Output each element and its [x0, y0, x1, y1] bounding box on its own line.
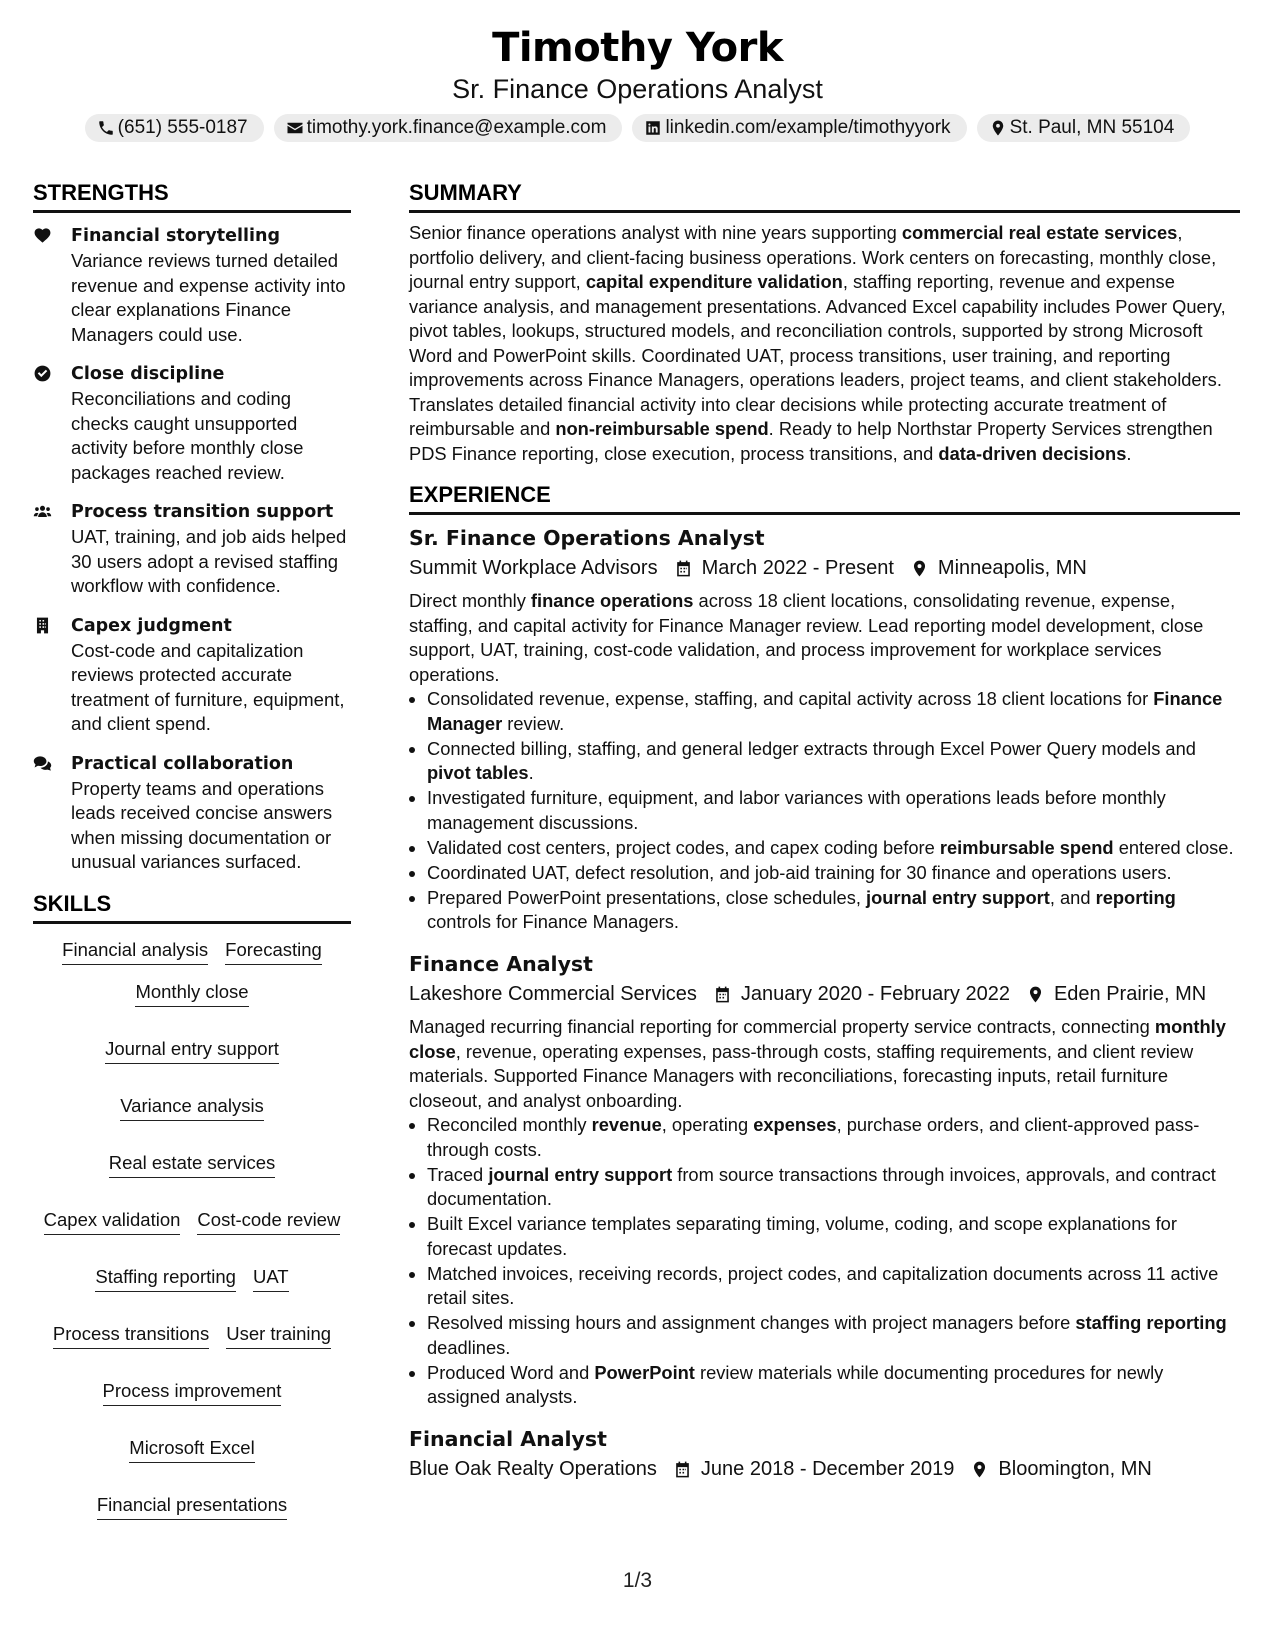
calendar-icon: [673, 1460, 692, 1479]
job-dates: January 2020 - February 2022: [740, 983, 1010, 1005]
skills-list: [33, 938, 351, 1520]
bullet-item: • Coordinated UAT, defect resolution, and job-aid training for 30 finance and operations users.: [427, 861, 1240, 886]
right-column: [409, 178, 1240, 1484]
job-entry: [409, 523, 1240, 935]
job-description: Managed recurring financial reporting for commercial property service contracts, connecting monthly close, revenue, operating expenses, pass-through costs, staffing requirements, and client review materials. Supported Finance Managers with reconciliations, forecasting inputs, retail furniture closeout, and analyst onboarding.: [409, 1016, 1226, 1111]
job-title: Financial Analyst: [409, 1427, 607, 1451]
check-circle-icon: [33, 364, 52, 383]
strength-desc: Variance reviews turned detailed revenue and expense activity into clear explanations Finance Managers could use.: [71, 250, 346, 345]
strength-item: [33, 499, 351, 599]
envelope-icon: [286, 119, 304, 137]
job-title: Sr. Finance Operations Analyst: [409, 526, 765, 550]
strength-title: Process transition support: [71, 502, 334, 522]
strength-title: Capex judgment: [71, 615, 232, 636]
page-number: 1/3: [622, 1569, 653, 1592]
strength-title: Practical collaboration: [71, 753, 294, 774]
bullet-item: • Reconciled monthly revenue, operating expenses, purchase orders, and client-approved pass-through costs.: [427, 1113, 1240, 1163]
bullet-item: • Connected billing, staffing, and general ledger extracts through Excel Power Query models and pivot tables.: [427, 737, 1240, 787]
contact-bar: [0, 114, 1275, 142]
bullet-item: • Investigated furniture, equipment, and labor variances with operations leads before monthly management discussions.: [427, 786, 1240, 836]
heart-icon: [33, 226, 52, 245]
job-description: Direct monthly finance operations across 18 client locations, consolidating revenue, expense, staffing, and capital activity for Finance Manager review. Lead reporting model development, close support, UAT, training, cost-code validation, and process improvement for workplace services operations.: [409, 590, 1204, 685]
location-pin-icon: [910, 559, 929, 578]
job-dates: March 2022 - Present: [701, 557, 894, 579]
job-company: Blue Oak Realty Operations: [409, 1458, 657, 1480]
strengths-heading: STRENGTHS: [33, 178, 351, 213]
skill-tag: Monthly close: [135, 980, 248, 1007]
job-entry: [409, 949, 1240, 1410]
job-entry: [409, 1424, 1240, 1484]
phone-icon: [97, 119, 115, 137]
job-dates: June 2018 - December 2019: [700, 1458, 955, 1480]
job-location: Minneapolis, MN: [937, 557, 1087, 579]
skill-tag: User training: [226, 1322, 331, 1349]
contact-location: [977, 114, 1191, 142]
job-company: Lakeshore Commercial Services: [409, 983, 697, 1005]
strength-desc: UAT, training, and job aids helped 30 users adopt a revised staffing workflow with confidence.: [71, 526, 347, 596]
strength-item: [33, 751, 351, 875]
summary-heading: SUMMARY: [409, 178, 1240, 213]
calendar-icon: [713, 985, 732, 1004]
strength-item: [33, 361, 351, 485]
summary-text: Senior finance operations analyst with nine years supporting commercial real estate services, portfolio delivery, and client-facing business operations. Work centers on forecasting, monthly close, journal entry support, capital expenditure validation, staffing reporting, revenue and expense variance analysis, and management presentations. Advanced Excel capability includes Power Query, pivot tables, lookups, structured models, and reconciliation controls, supported by strong Microsoft Word and PowerPoint skills. Coordinated UAT, process transitions, user training, and reporting improvements across Finance Managers, operations leaders, project teams, and client stakeholders. Translates detailed financial activity into clear decisions while protecting accurate treatment of reimbursable and non-reimbursable spend. Ready to help Northstar Property Services strengthen PDS Finance reporting, close execution, process transitions, and data-driven decisions.: [409, 222, 1226, 464]
candidate-title: Sr. Finance Operations Analyst: [452, 74, 823, 104]
strength-title: Close discipline: [71, 364, 225, 384]
users-icon: [33, 502, 52, 521]
left-column: [33, 178, 351, 1520]
strengths-list: [33, 223, 351, 875]
job-title: Finance Analyst: [409, 952, 593, 976]
job-location: Eden Prairie, MN: [1053, 983, 1207, 1005]
skill-tag: Staffing reporting: [95, 1265, 236, 1292]
strength-desc: Property teams and operations leads received concise answers when missing documentation or unusual variances surfaced.: [71, 777, 333, 872]
strength-item: [33, 613, 351, 737]
linkedin-icon: [644, 119, 662, 137]
job-bullets: [409, 1113, 1240, 1410]
contact-linkedin-text: linkedin.com/example/timothyyork: [665, 117, 951, 138]
strength-title: Financial storytelling: [71, 226, 281, 246]
location-pin-icon: [970, 1460, 989, 1479]
job-bullets: [409, 687, 1240, 935]
bullet-item: • Traced journal entry support from source transactions through invoices, approvals, and contract documentation.: [427, 1163, 1240, 1213]
skill-tag: Process transitions: [53, 1322, 209, 1349]
location-pin-icon: [989, 119, 1007, 137]
resume-header: [0, 22, 1275, 106]
skill-tag: UAT: [253, 1265, 289, 1292]
skill-tag: Microsoft Excel: [129, 1436, 254, 1463]
job-meta: [409, 553, 1240, 583]
skill-tag: Financial analysis: [62, 938, 208, 965]
skill-tag: Capex validation: [44, 1208, 181, 1235]
skill-tag: Variance analysis: [120, 1094, 264, 1121]
bullet-item: • Produced Word and PowerPoint review materials while documenting procedures for newly assigned analysts.: [427, 1361, 1240, 1411]
bullet-item: • Consolidated revenue, expense, staffing, and capital activity across 18 client locations for Finance Manager review.: [427, 687, 1240, 737]
skill-tag: Journal entry support: [105, 1037, 279, 1064]
experience-heading: EXPERIENCE: [409, 480, 1240, 515]
skills-heading: SKILLS: [33, 889, 351, 924]
job-company: Summit Workplace Advisors: [409, 557, 658, 579]
strength-desc: Reconciliations and coding checks caught unsupported activity before monthly close packages reached review.: [71, 388, 304, 483]
calendar-icon: [674, 559, 693, 578]
contact-email[interactable]: [274, 114, 623, 142]
strength-item: [33, 223, 351, 347]
skill-tag: Real estate services: [109, 1151, 276, 1178]
job-location: Bloomington, MN: [998, 1458, 1152, 1480]
skill-tag: Financial presentations: [97, 1493, 287, 1520]
skill-tag: Cost-code review: [197, 1208, 340, 1235]
building-icon: [33, 616, 52, 635]
bullet-item: • Matched invoices, receiving records, project codes, and capitalization documents across 11 active retail sites.: [427, 1262, 1240, 1312]
comments-icon: [33, 754, 52, 773]
contact-phone[interactable]: [85, 114, 264, 142]
contact-linkedin[interactable]: [632, 114, 966, 142]
bullet-item: • Validated cost centers, project codes, and capex coding before reimbursable spend entered close.: [427, 836, 1240, 861]
contact-location-text: St. Paul, MN 55104: [1009, 117, 1175, 138]
skill-tag: Process improvement: [103, 1379, 282, 1406]
bullet-item: • Resolved missing hours and assignment changes with project managers before staffing reporting deadlines.: [427, 1311, 1240, 1361]
bullet-item: • Prepared PowerPoint presentations, close schedules, journal entry support, and reporting controls for Finance Managers.: [427, 886, 1240, 936]
bullet-item: • Built Excel variance templates separating timing, volume, coding, and scope explanations for forecast updates.: [427, 1212, 1240, 1262]
job-meta: [409, 979, 1240, 1009]
contact-email-text: timothy.york.finance@example.com: [306, 117, 607, 138]
strength-desc: Cost-code and capitalization reviews protected accurate treatment of furniture, equipment, and client spend.: [71, 639, 345, 734]
location-pin-icon: [1026, 985, 1045, 1004]
job-meta: [409, 1454, 1240, 1484]
candidate-name: Timothy York: [492, 25, 783, 71]
contact-phone-text: (651) 555-0187: [117, 117, 248, 138]
skill-tag: Forecasting: [225, 938, 322, 965]
